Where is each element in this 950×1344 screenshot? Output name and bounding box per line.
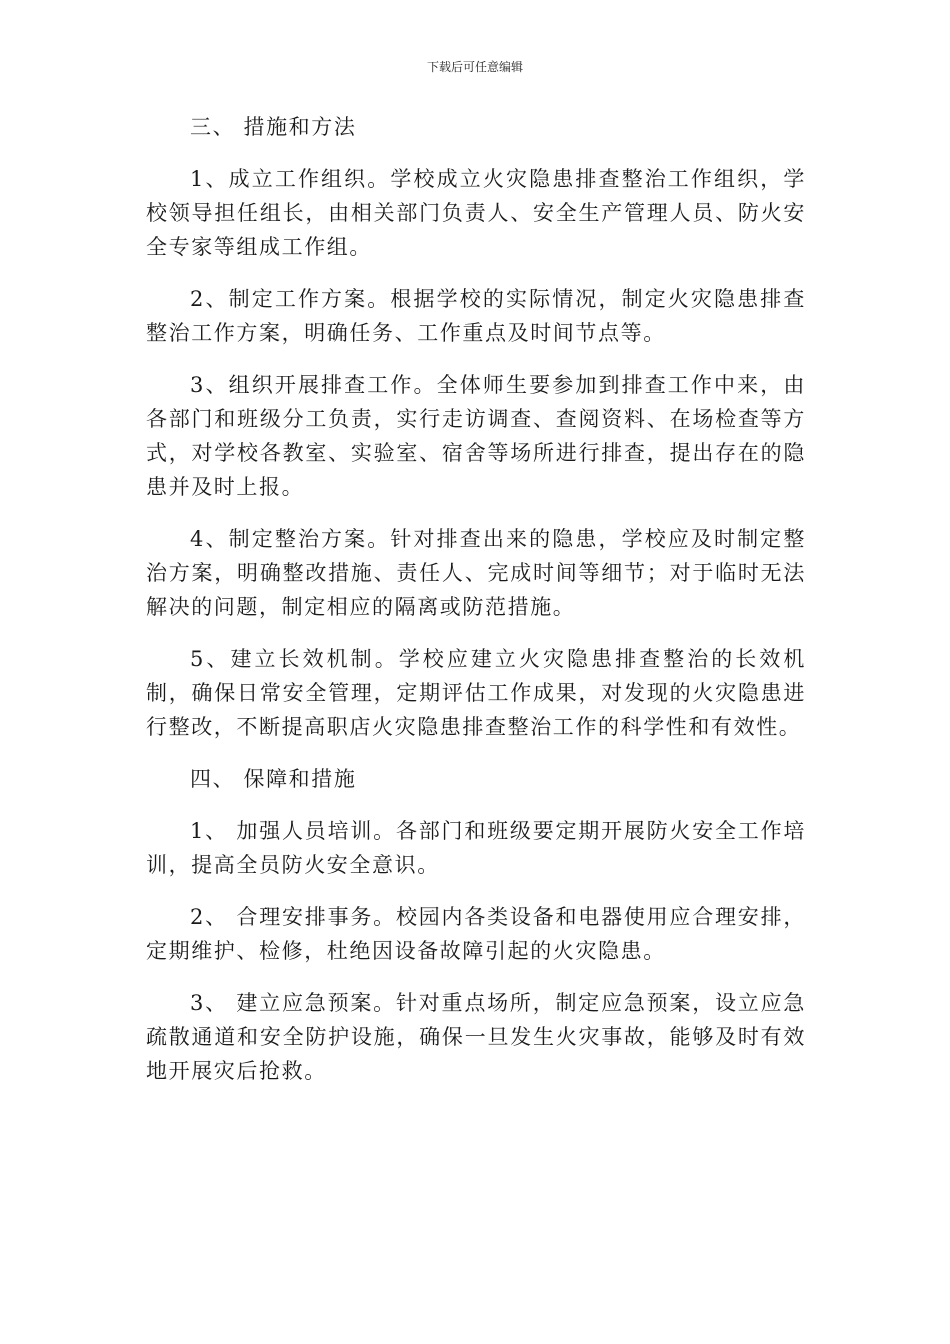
document-body — [146, 110, 806, 1106]
paragraph-safeguard-2: 2、 合理安排事务。校园内各类设备和电器使用应合理安排，定期维护、检修，杜绝因设备故障引起的火灾隐患。 — [146, 905, 806, 963]
paragraph-measure-5: 5、建立长效机制。学校应建立火灾隐患排查整治的长效机制，确保日常安全管理，定期评估工作成果，对发现的火灾隐患进行整改，不断提高职店火灾隐患排查整治工作的科学性和有效性。 — [146, 647, 806, 739]
paragraph-measure-3: 3、组织开展排查工作。全体师生要参加到排查工作中来，由各部门和班级分工负责，实行走访调查、查阅资料、在场检查等方式，对学校各教室、实验室、宿舍等场所进行排查，提出存在的隐患并及时上报。 — [146, 373, 806, 499]
paragraph-measure-4: 4、制定整治方案。针对排查出来的隐患，学校应及时制定整治方案，明确整改措施、责任人、完成时间等细节；对于临时无法解决的问题，制定相应的隔离或防范措施。 — [146, 527, 806, 619]
paragraph-measure-1: 1、成立工作组织。学校成立火灾隐患排查整治工作组织，学校领导担任组长，由相关部门负责人、安全生产管理人员、防火安全专家等组成工作组。 — [146, 167, 806, 259]
section-heading-safeguards: 四、 保障和措施 — [190, 767, 357, 791]
paragraph-safeguard-3: 3、 建立应急预案。针对重点场所，制定应急预案，设立应急疏散通道和安全防护设施，确保一旦发生火灾事故，能够及时有效地开展灾后抢救。 — [146, 991, 806, 1083]
paragraph-safeguard-1: 1、 加强人员培训。各部门和班级要定期开展防火安全工作培训，提高全员防火安全意识。 — [146, 819, 806, 877]
paragraph-measure-2: 2、制定工作方案。根据学校的实际情况，制定火灾隐患排查整治工作方案，明确任务、工作重点及时间节点等。 — [146, 287, 806, 345]
section-heading-measures: 三、 措施和方法 — [190, 115, 357, 139]
page-header-note: 下载后可任意编辑 — [426, 60, 523, 74]
